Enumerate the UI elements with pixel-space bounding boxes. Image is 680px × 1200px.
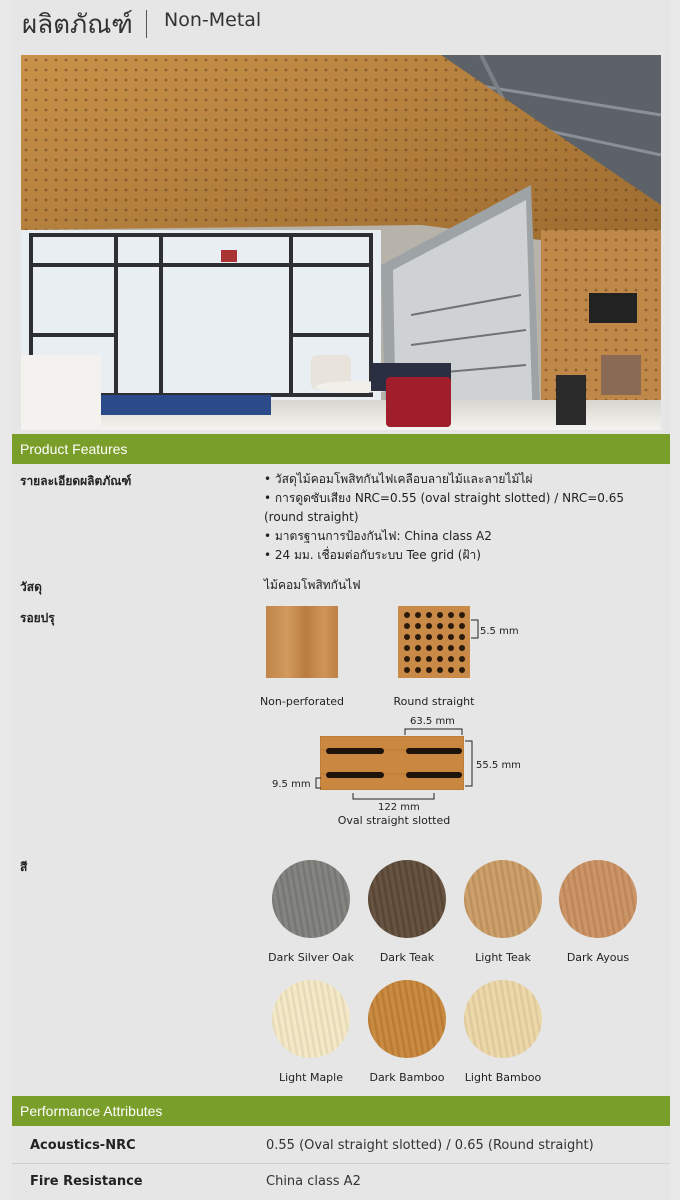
acoustics-nrc-value: 0.55 (Oval straight slotted) / 0.65 (Round straight) [266, 1138, 594, 1153]
interior-photo [21, 55, 661, 430]
oval-slotted-sample [320, 736, 464, 790]
details-item: • 24 มม. เชื่อมต่อกับระบบ Tee grid (ฝ้า) [264, 548, 481, 562]
color-swatch-dark-ayous [559, 860, 637, 938]
color-swatch-light-teak [464, 860, 542, 938]
color-caption: Light Maple [279, 1071, 343, 1084]
round-straight-caption: Round straight [393, 695, 475, 708]
details-item: • วัสดุไม้คอมโพสิทกันไฟเคลือบลายไม้และลายไม้ไผ่ [264, 472, 533, 486]
color-caption: Dark Ayous [566, 951, 630, 964]
color-swatch-dark-teak [368, 860, 446, 938]
fire-resistance-label: Fire Resistance [30, 1174, 143, 1189]
material-label: วัสดุ [20, 580, 42, 594]
color-swatch-dark-bamboo [368, 980, 446, 1058]
acoustics-nrc-label: Acoustics-NRC [30, 1138, 136, 1153]
page-title-english: Non-Metal [164, 9, 262, 31]
oval-dim-right: 55.5 mm [476, 760, 521, 771]
color-swatch-dark-silver-oak [272, 860, 350, 938]
color-caption: Dark Bamboo [369, 1071, 445, 1084]
color-label: สี [20, 860, 28, 874]
round-straight-sample [398, 606, 470, 678]
perforation-label: รอยปรุ [20, 611, 55, 625]
color-caption: Light Bamboo [464, 1071, 542, 1084]
title-divider [146, 10, 147, 38]
color-swatch-light-bamboo [464, 980, 542, 1058]
oval-dim-top: 63.5 mm [410, 716, 455, 727]
round-dim-label: 5.5 mm [480, 626, 519, 637]
row-divider [12, 1163, 670, 1164]
page-header [12, 0, 670, 44]
details-item: • การดูดซับเสียง NRC=0.55 (oval straight slotted) / NRC=0.65 [264, 491, 625, 505]
color-swatch-light-maple [272, 980, 350, 1058]
oval-dim-left-bracket [314, 776, 322, 792]
material-value: ไม้คอมโพสิทกันไฟ [264, 578, 361, 592]
oval-dim-top-bracket [404, 728, 464, 736]
page-title-thai: ผลิตภัณฑ์ [22, 10, 133, 40]
oval-dim-bottom: 122 mm [378, 802, 420, 813]
oval-dim-right-bracket [464, 740, 476, 788]
details-label: รายละเอียดผลิตภัณฑ์ [20, 474, 132, 488]
oval-dim-left: 9.5 mm [272, 779, 311, 790]
fire-resistance-value: China class A2 [266, 1174, 361, 1189]
details-list [264, 470, 624, 565]
color-caption: Dark Silver Oak [268, 951, 354, 964]
color-caption: Light Teak [475, 951, 531, 964]
oval-dim-bottom-bracket [352, 792, 436, 800]
product-sheet [12, 0, 670, 1200]
product-features-bar: Product Features [12, 434, 670, 464]
non-perforated-caption: Non-perforated [259, 695, 345, 708]
oval-slotted-caption: Oval straight slotted [337, 814, 451, 827]
color-caption: Dark Teak [379, 951, 435, 964]
details-item: • มาตรฐานการป้องกันไฟ: China class A2 [264, 529, 492, 543]
details-item: (round straight) [264, 510, 359, 524]
non-perforated-sample [266, 606, 338, 678]
performance-attributes-bar: Performance Attributes [12, 1096, 670, 1126]
